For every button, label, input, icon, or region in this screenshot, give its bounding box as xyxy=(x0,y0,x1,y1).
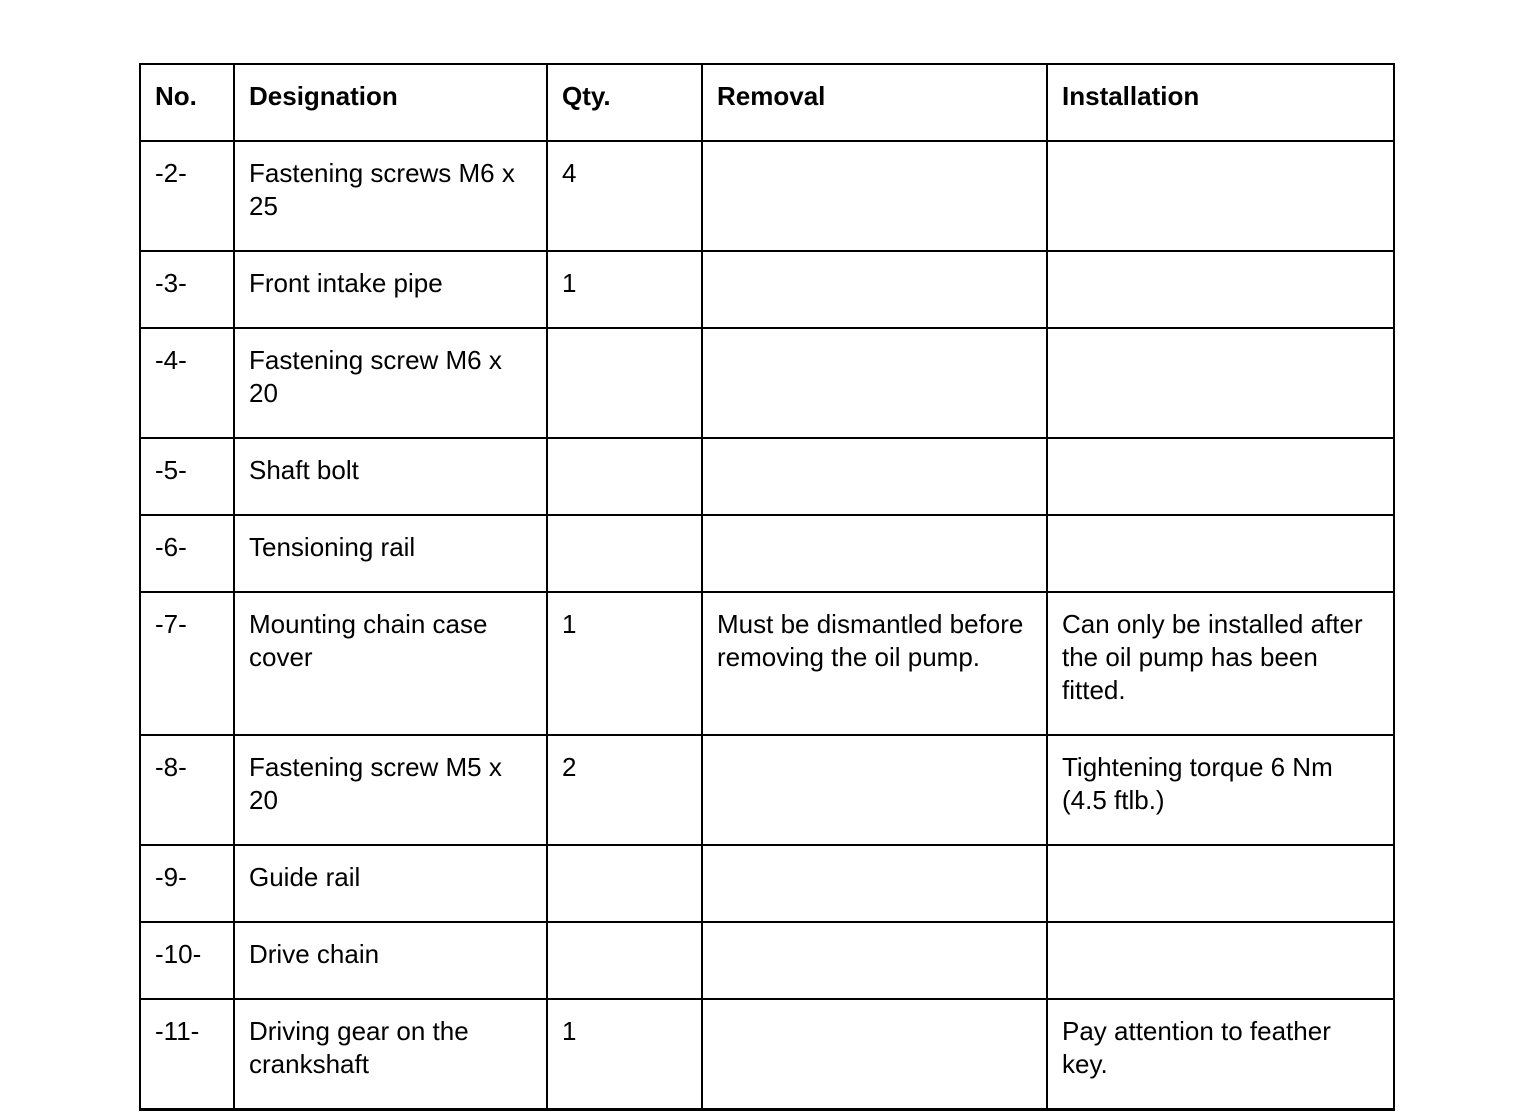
cell-designation: Fastening screw M5 x 20 xyxy=(234,735,547,845)
cell-no: -3- xyxy=(140,251,234,328)
cell-designation: Tensioning rail xyxy=(234,515,547,592)
table-row xyxy=(140,515,1394,592)
cell-designation: Mounting chain case cover xyxy=(234,592,547,735)
cell-no: -7- xyxy=(140,592,234,735)
parts-table xyxy=(139,63,1395,1111)
cell-designation: Drive chain xyxy=(234,922,547,999)
cell-installation xyxy=(1047,251,1394,328)
cell-installation: Can only be installed after the oil pump has been fitted. xyxy=(1047,592,1394,735)
cell-no: -2- xyxy=(140,141,234,251)
cell-removal xyxy=(702,328,1047,438)
cell-qty: 4 xyxy=(547,141,702,251)
table-header-row xyxy=(140,64,1394,141)
cell-designation: Shaft bolt xyxy=(234,438,547,515)
header-qty: Qty. xyxy=(547,64,702,141)
cell-installation xyxy=(1047,845,1394,922)
cell-designation: Front intake pipe xyxy=(234,251,547,328)
cell-installation xyxy=(1047,141,1394,251)
cell-removal: Must be dismantled before removing the oil pump. xyxy=(702,592,1047,735)
cell-no: -8- xyxy=(140,735,234,845)
cell-designation: Fastening screws M6 x 25 xyxy=(234,141,547,251)
cell-no: -6- xyxy=(140,515,234,592)
cell-installation xyxy=(1047,438,1394,515)
table-row xyxy=(140,735,1394,845)
cell-no: -4- xyxy=(140,328,234,438)
header-no: No. xyxy=(140,64,234,141)
cell-qty xyxy=(547,922,702,999)
cell-designation: Guide rail xyxy=(234,845,547,922)
cell-qty: 2 xyxy=(547,735,702,845)
cell-no: -9- xyxy=(140,845,234,922)
cell-qty: 1 xyxy=(547,999,702,1109)
cell-installation xyxy=(1047,328,1394,438)
cell-qty xyxy=(547,328,702,438)
cell-removal xyxy=(702,141,1047,251)
table-row xyxy=(140,328,1394,438)
cell-no: -11- xyxy=(140,999,234,1109)
table-row xyxy=(140,438,1394,515)
cell-removal xyxy=(702,735,1047,845)
cell-designation: Fastening screw M6 x 20 xyxy=(234,328,547,438)
cell-no: -10- xyxy=(140,922,234,999)
table-row xyxy=(140,141,1394,251)
table-row xyxy=(140,251,1394,328)
cell-qty: 1 xyxy=(547,251,702,328)
cell-qty xyxy=(547,515,702,592)
cell-installation xyxy=(1047,922,1394,999)
cell-installation: Tightening torque 6 Nm (4.5 ftlb.) xyxy=(1047,735,1394,845)
header-designation: Designation xyxy=(234,64,547,141)
cell-removal xyxy=(702,438,1047,515)
cell-installation: Pay attention to feather key. xyxy=(1047,999,1394,1109)
cell-no: -5- xyxy=(140,438,234,515)
cell-removal xyxy=(702,251,1047,328)
cell-qty xyxy=(547,845,702,922)
cell-installation xyxy=(1047,515,1394,592)
cell-qty xyxy=(547,438,702,515)
header-removal: Removal xyxy=(702,64,1047,141)
cell-designation: Driving gear on the crankshaft xyxy=(234,999,547,1109)
cell-removal xyxy=(702,999,1047,1109)
table-row xyxy=(140,845,1394,922)
cell-removal xyxy=(702,922,1047,999)
table-row xyxy=(140,592,1394,735)
table-row xyxy=(140,999,1394,1109)
header-installation: Installation xyxy=(1047,64,1394,141)
table-row xyxy=(140,922,1394,999)
cell-removal xyxy=(702,515,1047,592)
cell-removal xyxy=(702,845,1047,922)
cell-qty: 1 xyxy=(547,592,702,735)
